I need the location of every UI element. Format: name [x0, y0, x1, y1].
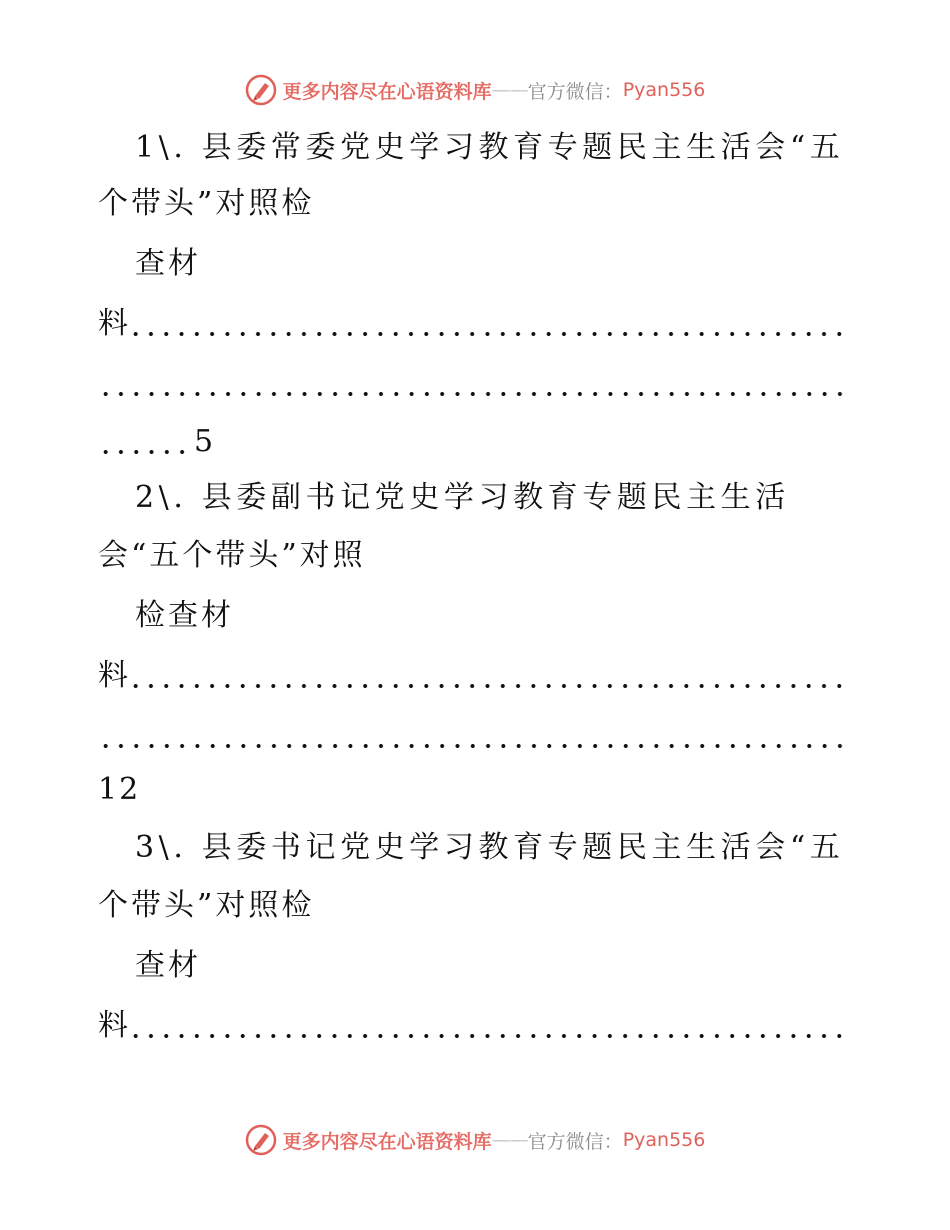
dot-leader-row — [98, 718, 843, 754]
toc-entry-3-title-line3: 查材 — [135, 948, 201, 983]
banner-wechat-id: Pyan556 — [622, 1129, 706, 1151]
footer-banner — [0, 1122, 950, 1158]
toc-entry-3-title-line1: 3\. 县委书记党史学习教育专题民主生活会“五 — [135, 830, 845, 865]
banner-official-label: 官方微信： — [527, 1130, 623, 1153]
toc-entry-1-title-line2: 个带头”对照检 — [98, 186, 315, 221]
toc-entry-1-leader-row — [98, 306, 843, 342]
toc-entry-2-title-line3: 检查材 — [135, 598, 234, 633]
toc-entry-1-title-line1: 1\. 县委常委党史学习教育专题民主生活会“五 — [135, 130, 845, 165]
toc-entry-1-title-line4: 料 — [98, 306, 128, 341]
toc-entry-2-title-line2: 会“五个带头”对照 — [98, 538, 366, 573]
banner-brand: 更多内容尽在心语资料库 — [282, 1130, 492, 1153]
banner-brand: 更多内容尽在心语资料库 — [282, 80, 492, 103]
pen-logo-icon — [245, 1124, 277, 1156]
toc-entry-2-title-line1: 2\. 县委副书记党史学习教育专题民主生活 — [135, 480, 790, 515]
banner-official-label: 官方微信： — [527, 80, 623, 103]
header-banner — [0, 72, 950, 108]
toc-entry-3-title-line4: 料 — [98, 1008, 128, 1043]
pen-logo-icon — [245, 74, 277, 106]
toc-entry-1-title-line3: 查材 — [135, 246, 201, 281]
dot-leader — [98, 366, 843, 402]
dot-leader — [128, 306, 843, 342]
toc-entry-1-page-row — [98, 424, 213, 460]
banner-wechat-id: Pyan556 — [622, 79, 706, 101]
toc-entry-3-leader-row — [98, 1008, 843, 1044]
dot-leader — [128, 658, 843, 694]
dot-leader-row — [98, 366, 843, 402]
toc-entry-2-page-number: 12 — [98, 772, 141, 807]
banner-dash: —— — [491, 79, 528, 101]
toc-entry-2-leader-row — [98, 658, 843, 694]
dot-leader — [98, 718, 843, 754]
dot-leader — [98, 424, 190, 460]
toc-entry-2-title-line4: 料 — [98, 658, 128, 693]
banner-dash: —— — [491, 1129, 528, 1151]
toc-entry-1-page-number: 5 — [194, 424, 214, 459]
toc-entry-3-title-line2: 个带头”对照检 — [98, 888, 315, 923]
dot-leader — [128, 1008, 843, 1044]
